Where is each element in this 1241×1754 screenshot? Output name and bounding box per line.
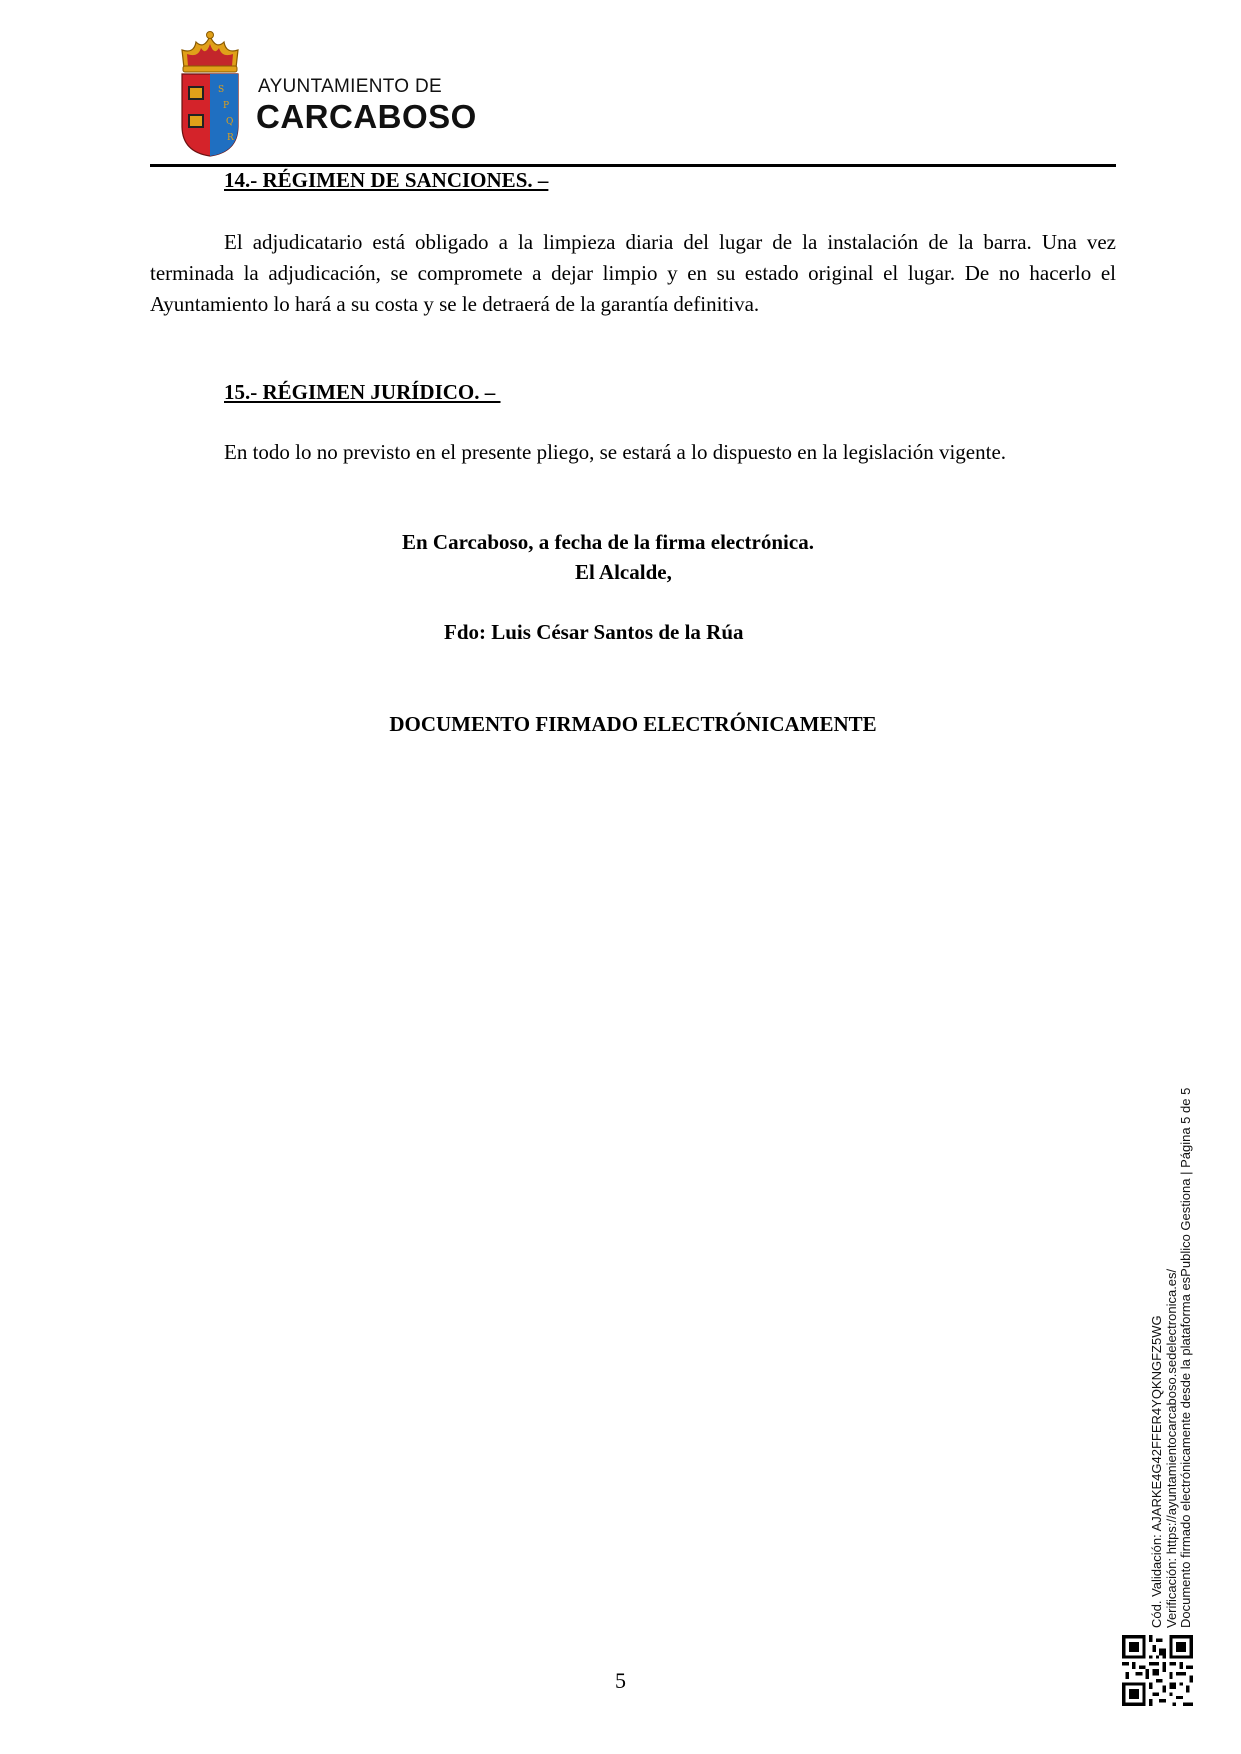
shield-letter: R (227, 133, 234, 143)
signature-role: El Alcalde, (575, 560, 672, 584)
platform-note: Documento firmado electrónicamente desde la plataforma esPublico Gestiona | Página 5 de 5 (1178, 1087, 1193, 1628)
verification-block (1150, 1088, 1194, 1628)
logo-text-ayuntamiento: AYUNTAMIENTO DE (258, 76, 442, 97)
shield-letter: S (218, 85, 225, 95)
header-divider (150, 164, 1116, 167)
shield-letter: Q (226, 117, 234, 127)
section-body-15: En todo lo no previsto en el presente pliego, se estará a lo dispuesto en la legislación vigente. (224, 440, 1007, 464)
signature-place-date: En Carcaboso, a fecha de la firma electrónica. (402, 530, 814, 554)
page-number: 5 (615, 1668, 626, 1693)
coat-of-arms-icon (174, 28, 246, 158)
shield-letter: P (223, 101, 230, 111)
verification-url[interactable]: Verificación: https://ayuntamientocarcaboso.sedelectronica.es/ (1163, 1268, 1179, 1628)
section-heading-15: 15.- RÉGIMEN JURÍDICO. – (224, 380, 501, 404)
electronic-signature-stamp: DOCUMENTO FIRMADO ELECTRÓNICAMENTE (389, 712, 877, 736)
validation-code: Cód. Validación: AJARKE4G42FFER4YQKNGFZ5WG (1149, 1315, 1164, 1628)
letterhead (150, 18, 1116, 168)
section-heading-14: 14.- RÉGIMEN DE SANCIONES. – (224, 168, 549, 192)
section-body-14: El adjudicatario está obligado a la limpieza diaria del lugar de la instalación de la barra. Una vez terminada la adjudicación, se compromete a dejar limpio y en su estado original el lugar. De no hacerlo el Ayuntamiento lo hará a su costa y se le detraerá de la garantía definitiva. (150, 230, 1116, 316)
logo-text-carcaboso: CARCABOSO (256, 98, 477, 135)
signature-name: Fdo: Luis César Santos de la Rúa (444, 620, 744, 644)
